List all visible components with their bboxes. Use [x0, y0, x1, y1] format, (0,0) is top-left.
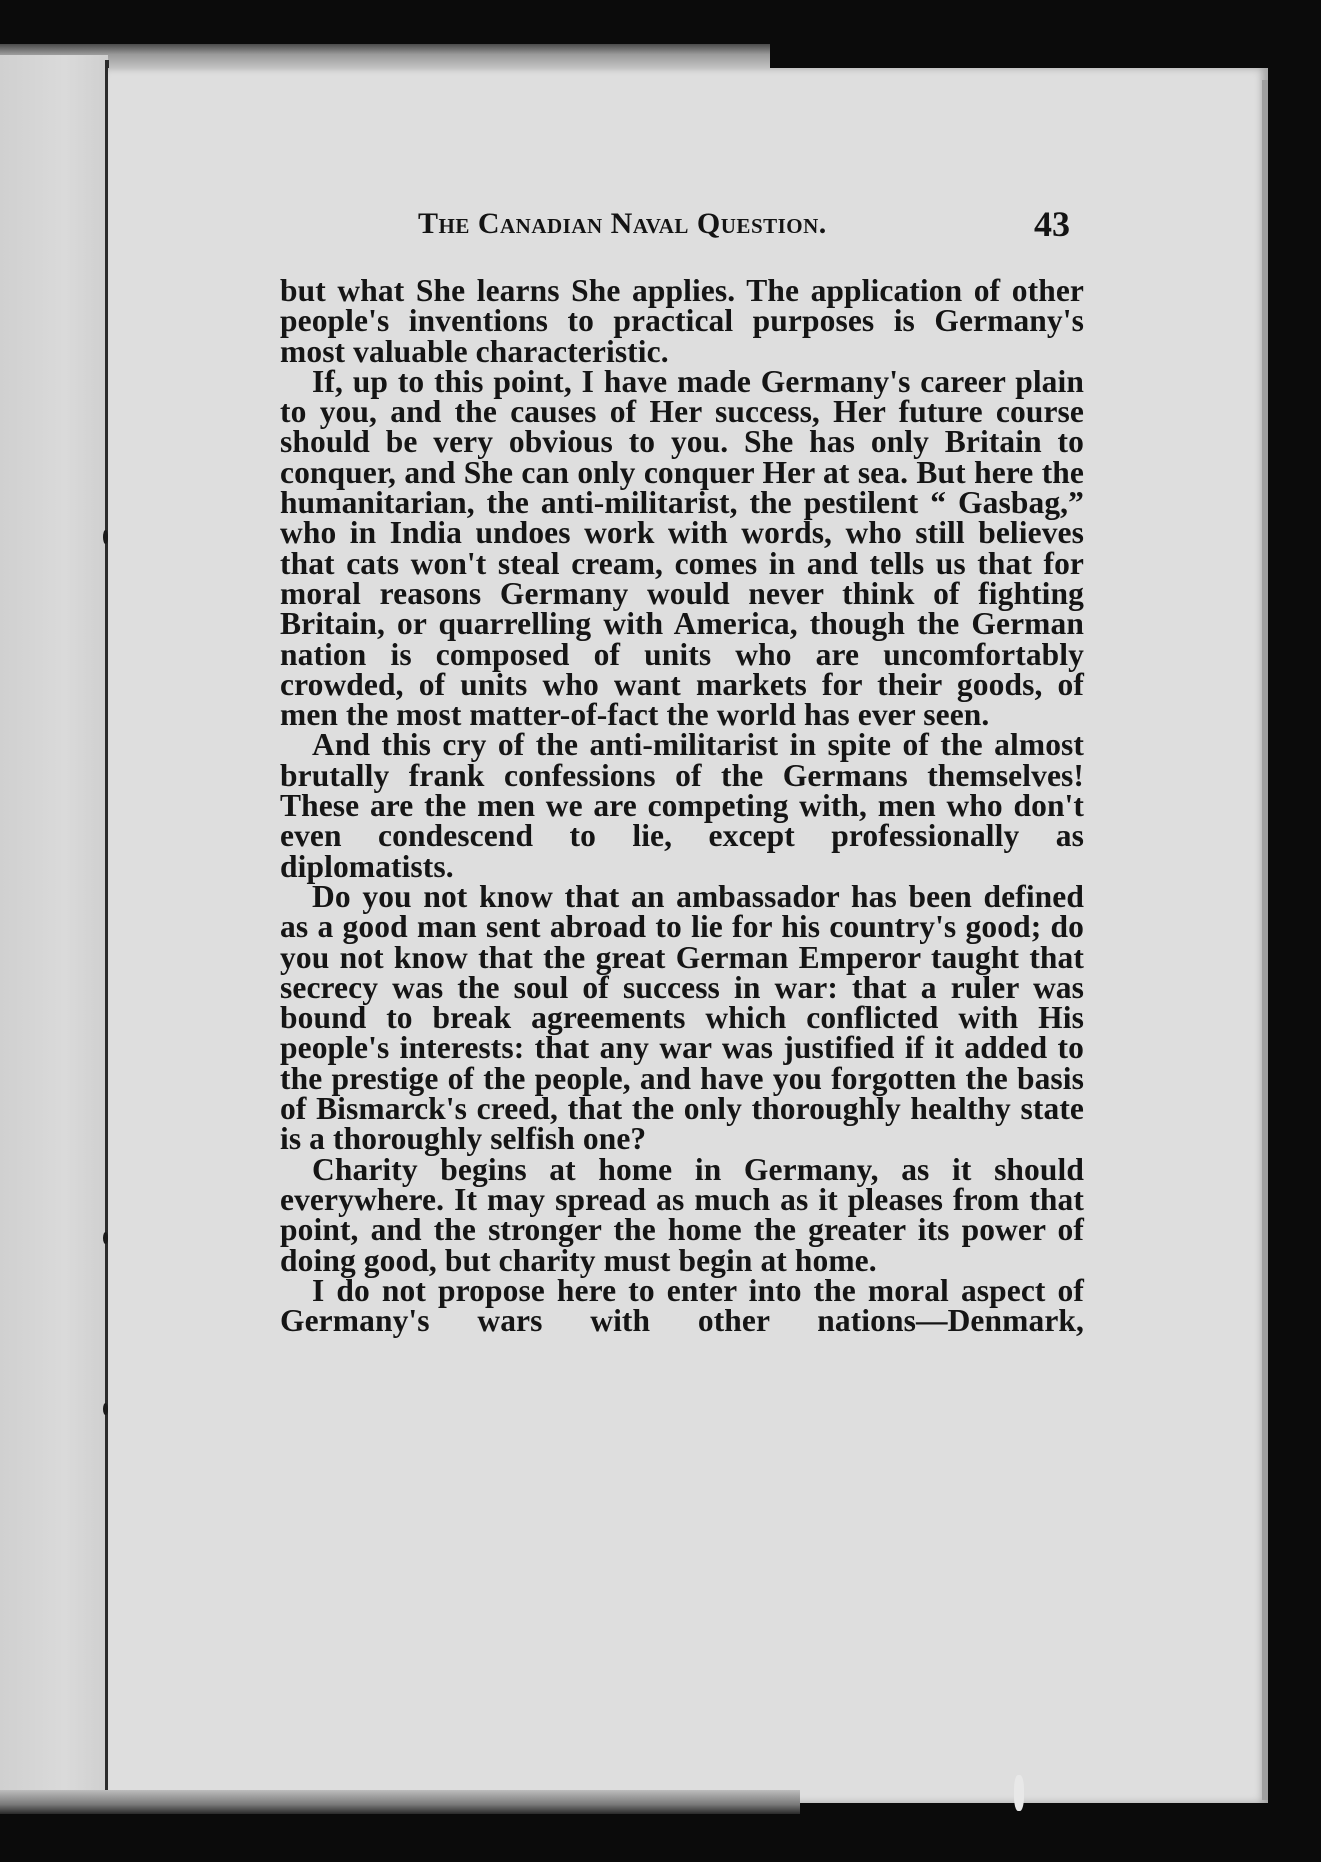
scan-speck [103, 1232, 108, 1244]
book-top-edge [0, 44, 770, 70]
running-header [418, 204, 1078, 247]
scan-speck [103, 530, 108, 544]
paragraph: Charity begins at home in Germany, as it should everywhere. It may spread as much as it pleases from that point, and the stronger the home the greater its power of doing good, but charity must begin at home. [280, 1151, 1084, 1278]
facing-page-strip [0, 55, 108, 1800]
paragraph: Do you not know that an ambassador has been defined as a good man sent abroad to lie for his country's good; do you not know that the great German Emperor taught that secrecy was the soul of success in war: that a ruler was bound to break agreements which conflicted with His people's interests: that any war was justified if it added to the prestige of the people, and have you forgotten the basis of Bismarck's creed, that the only thoroughly healthy state is a thoroughly selfish one? [280, 878, 1084, 1157]
scan-speck [103, 1403, 108, 1415]
scan-speck [1014, 1775, 1024, 1811]
body-text [280, 273, 1084, 1339]
paragraph: I do not propose here to enter into the moral aspect of Germany's wars with other nations—Denmark, [280, 1272, 1084, 1339]
page-fore-edge [1262, 80, 1268, 1800]
paragraph: And this cry of the anti-militarist in spite of the almost brutally frank confessions of the Germans themselves! These are the men we are competing with, men who don't even condescend to lie, except professionally as diplomatists. [280, 727, 1084, 884]
page-number: 43 [1034, 204, 1070, 244]
paragraph: If, up to this point, I have made Germany's career plain to you, and the causes of Her success, Her future course should be very obvious to you. She has only Britain to conquer, and She can only conquer Her at sea. But here the humanitarian, the anti-militarist, the pestilent “ Gasbag,” who in India undoes work with words, who still believes that cats won't steal cream, comes in and tells us that for moral reasons Germany would never think of fighting Britain, or quarrelling with America, though the German nation is composed of units who are uncomfortably crowded, of units who want markets for their goods, of men the most matter-of-fact the world has ever seen. [280, 363, 1084, 733]
paragraph: but what She learns She applies. The application of other people's inventions to practical purposes is Germany's most valuable characteristic. [280, 273, 1084, 369]
book-bottom-edge [0, 1790, 800, 1814]
running-title: The Canadian Naval Question. [418, 207, 827, 240]
